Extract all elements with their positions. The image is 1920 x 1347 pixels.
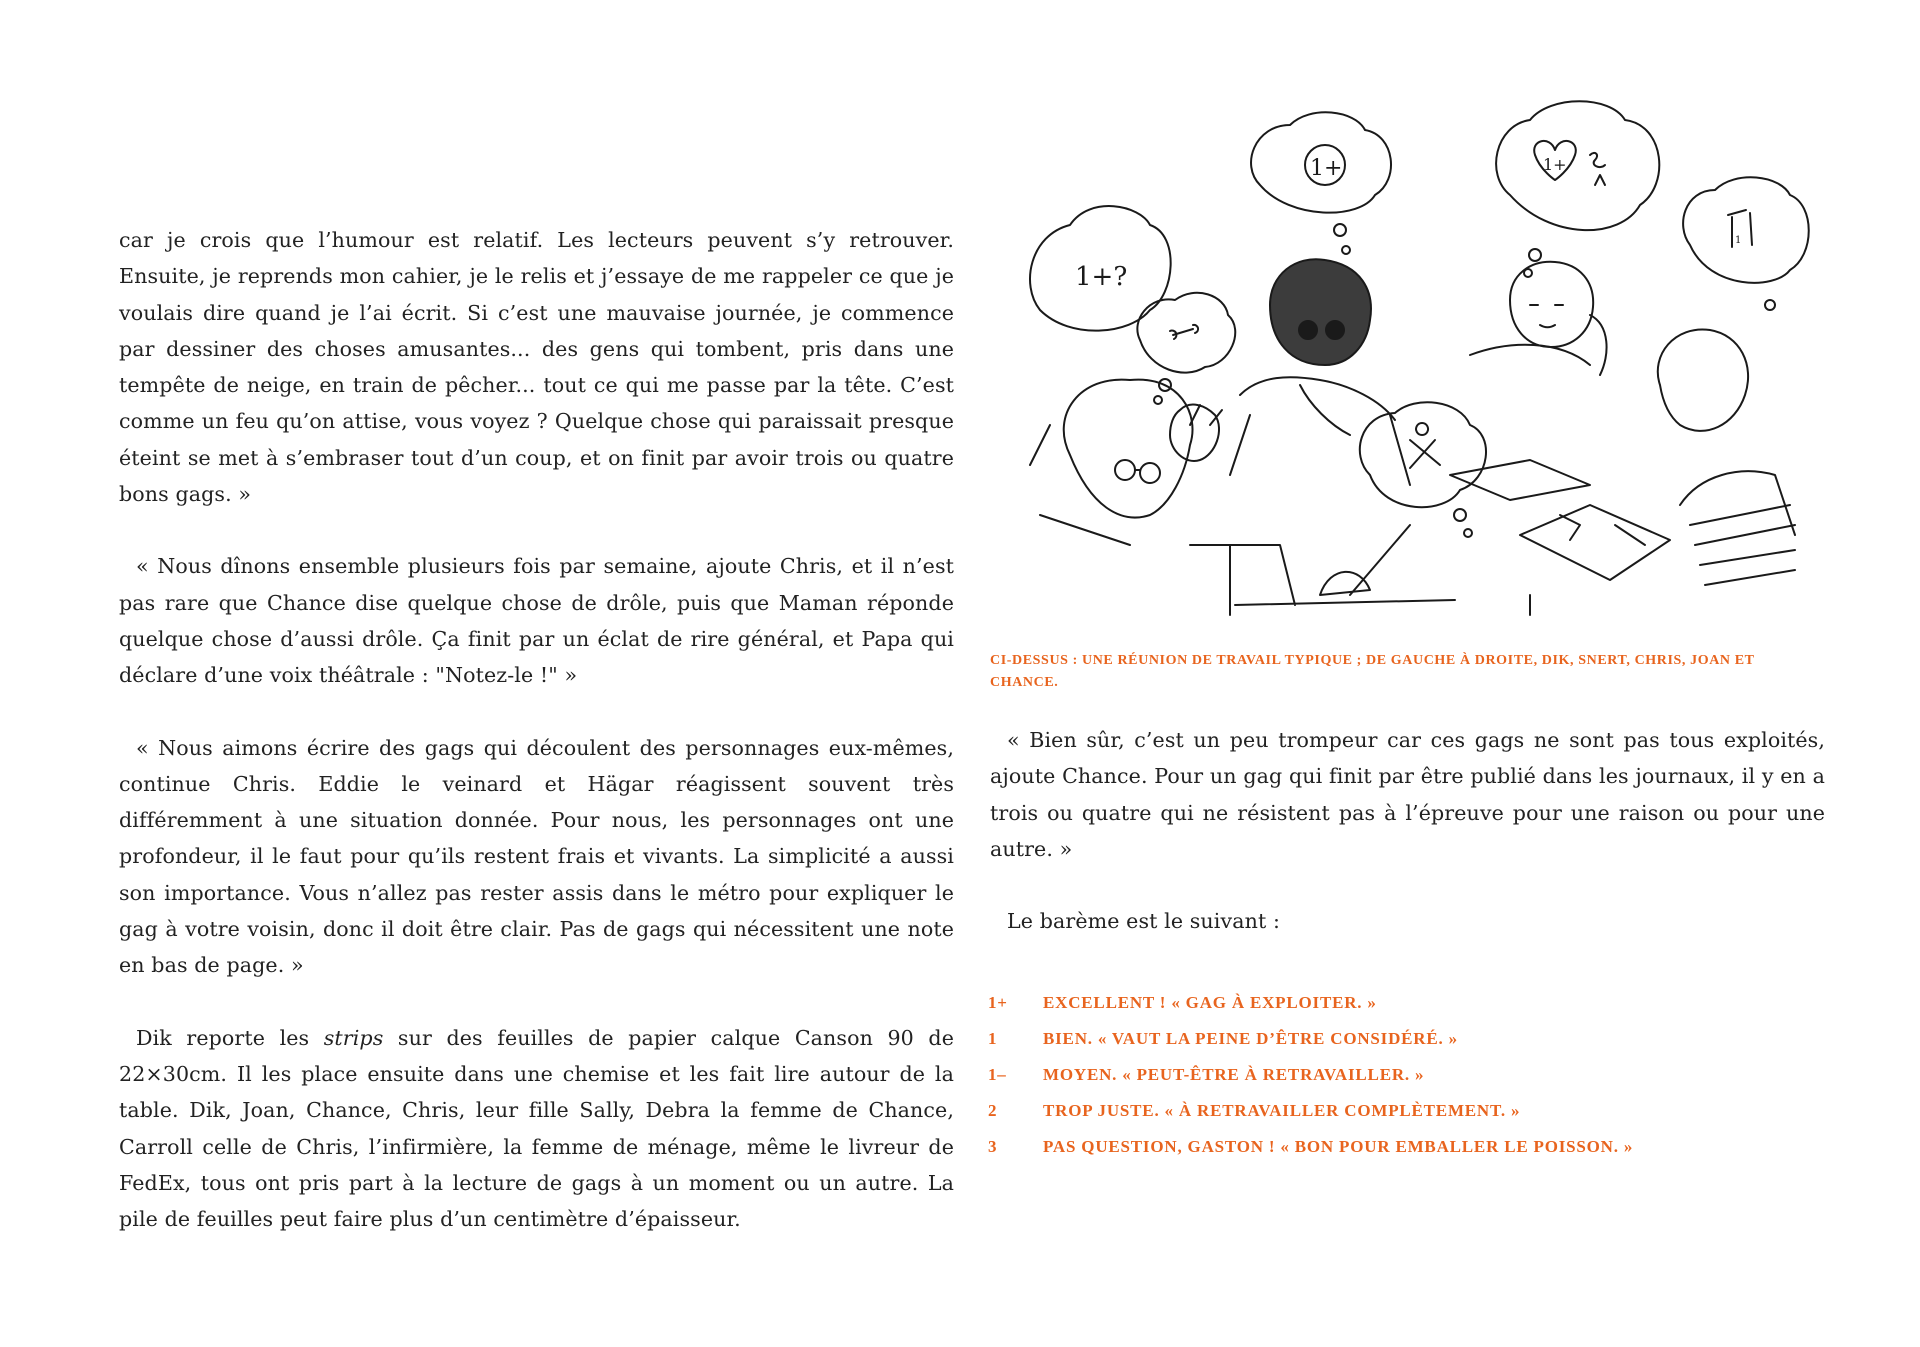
paragraph-2: « Nous dînons ensemble plusieurs fois par semaine, ajoute Chris, et il n’est pas rare que Chance dise quelque chose de drôle, puis que Maman réponde quelque chose d’aussi drôle. Ça finit par un éclat de rire général, et Papa qui déclare d’une voix théâtrale : "Notez-le !" » <box>119 554 954 688</box>
paragraph-3: « Nous aimons écrire des gags qui découlent des personnages eux-mêmes, continue Chris. Eddie le veinard et Hägar réagissent souvent très différemment à une situation donnée. Pour nous, les personnages ont une profondeur, il le faut pour qu’ils restent frais et vivants. La simplicité a aussi son importance. Vous n’allez pas rester assis dans le métro pour expliquer le gag à votre voisin, donc il doit être clair. Pas de gags qui nécessitent une note en bas de page. » <box>119 735 954 978</box>
thought-bubble-right <box>1683 177 1809 310</box>
figure-dik <box>1030 380 1193 545</box>
scale-grade: 3 <box>988 1137 998 1156</box>
left-text-column <box>119 222 954 1237</box>
thought-bubble-center <box>1251 112 1391 254</box>
scale-text: TROP JUSTE. « À RETRAVAILLER COMPLÈTEMENT. » <box>1043 1101 1521 1120</box>
table-papers <box>1190 460 1670 615</box>
scale-grade: 1+ <box>988 993 1008 1012</box>
scale-text: EXCELLENT ! « GAG À EXPLOITER. » <box>1043 993 1377 1012</box>
bubble-text-center: 1+ <box>1310 156 1343 181</box>
thought-bubble-heart <box>1496 101 1659 277</box>
scale-item <box>988 1021 1828 1057</box>
right-text-column <box>990 722 1825 939</box>
paragraph-4-rest: sur des feuilles de papier calque Canson 90 de 22×30cm. Il les place ensuite dans une chemise et les fait lire autour de la table. Dik, Joan, Chance, Chris, leur fille Sally, Debra la femme de Chance, Carroll celle de Chris, l’infirmière, la femme de ménage, même le livreur de FedEx, tous ont pris part à la lecture de gags à un moment ou un autre. La pile de feuilles peut faire plus d’un centimètre d’épaisseur. <box>119 1025 954 1232</box>
scale-grade: 2 <box>988 1101 998 1120</box>
thought-bubble-left <box>1030 206 1171 331</box>
figure-joan <box>1470 262 1607 375</box>
scale-grade: 1– <box>988 1065 1007 1084</box>
thought-bubble-bottom <box>1360 402 1486 537</box>
bubble-text-right: 1 <box>1735 235 1742 246</box>
figure-snert <box>1170 405 1222 461</box>
paragraph-1: car je crois que l’humour est relatif. Les lecteurs peuvent s’y retrouver. Ensuite, je reprends mon cahier, je le relis et j’essaye de me rappeler ce que je voulais dire quand je l’ai écrit. Si c’est une mauvaise journée, je commence par dessiner des choses amusantes... des gens qui tombent, pris dans une tempête de neige, en train de pêcher... tout ce qui me passe par la tête. C’est comme un feu qu’on attise, vous voyez ? Quelque chose qui paraissait presque éteint se met à s’embraser tout d’un coup, et on finit par avoir trois ou quatre bons gags. » <box>119 228 954 507</box>
illustration-caption: CI-DESSUS : UNE RÉUNION DE TRAVAIL TYPIQUE ; DE GAUCHE À DROITE, DIK, SNERT, CHRIS, JOAN ET CHANCE. <box>990 653 1755 690</box>
scale-item <box>988 985 1828 1021</box>
paragraph-6: Le barème est le suivant : <box>1007 909 1281 934</box>
scale-text: BIEN. « VAUT LA PEINE D’ÊTRE CONSIDÉRÉ. » <box>1043 1029 1458 1048</box>
paragraph-4-start: Dik reporte les <box>136 1025 324 1050</box>
scale-text: MOYEN. « PEUT-ÊTRE À RETRAVAILLER. » <box>1043 1065 1425 1084</box>
italic-term: strips <box>323 1025 384 1050</box>
figure-chance <box>1658 329 1795 585</box>
figure-chris <box>1230 259 1410 615</box>
paragraph-4 <box>119 1020 954 1238</box>
scale-item <box>988 1129 1828 1165</box>
bubble-text-heart: 1+ <box>1543 155 1567 174</box>
meeting-illustration <box>990 95 1830 635</box>
scale-item <box>988 1057 1828 1093</box>
bubble-text-left: 1+? <box>1075 262 1128 292</box>
scale-item <box>988 1093 1828 1129</box>
paragraph-5: « Bien sûr, c’est un peu trompeur car ces gags ne sont pas tous exploités, ajoute Chance. Pour un gag qui finit par être publié dans les journaux, il y en a trois ou quatre qui ne résistent pas à l’épreuve pour une raison ou pour une autre. » <box>990 728 1825 861</box>
scale-text: PAS QUESTION, GASTON ! « BON POUR EMBALLER LE POISSON. » <box>1043 1137 1634 1156</box>
rating-scale-list <box>988 985 1828 1165</box>
scale-grade: 1 <box>988 1029 998 1048</box>
